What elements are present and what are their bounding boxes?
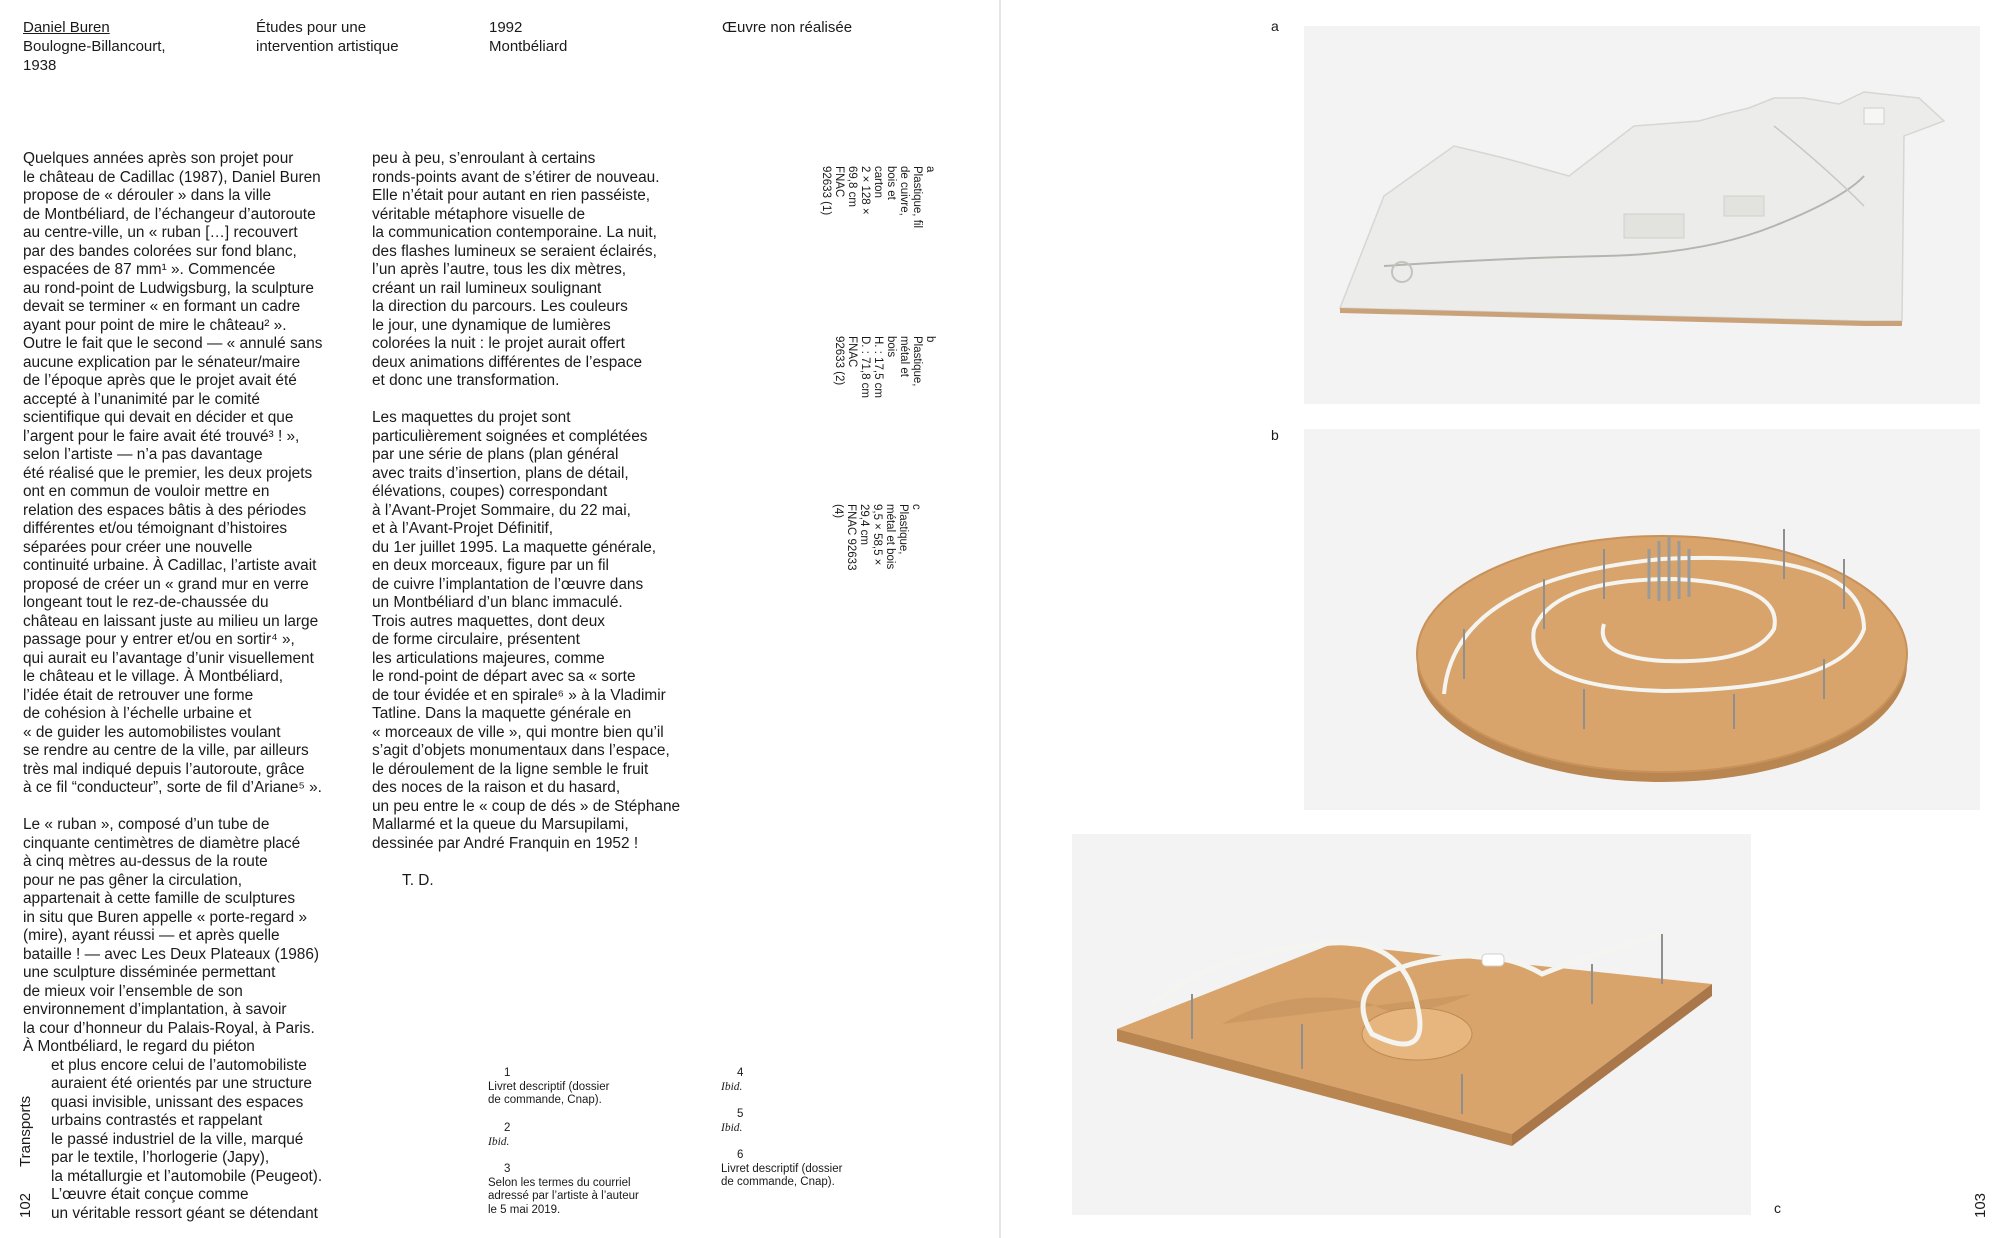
footnote-number: 5	[737, 1108, 744, 1120]
work-year: 1992	[489, 19, 523, 36]
white-city-model-image	[1304, 26, 1980, 404]
work-title-line1: Études pour une	[256, 19, 367, 36]
footnote-number: 3	[504, 1163, 511, 1175]
paragraph: peu à peu, s’enroulant à certains ronds-points avant de s’étirer de nouveau. Elle n’était pour autant en rien passéiste, véritable métaphore visuelle de la communication contemporaine. La nuit, des flashes lumineux se seraient éclairés, l’un après l’autre, tous les dix mètres, créant un rail lumineux soulignant la direction du parcours. Les couleurs le jour, une dynamique de lumières colorées la nuit : le projet aurait offert deux animations différentes de l’espace et donc une transformation.	[372, 150, 660, 389]
footnote	[488, 1122, 510, 1149]
footnote	[488, 1067, 609, 1108]
artist-name: Daniel Buren	[23, 19, 110, 36]
caption-c: c Plastique, métal et bois 9,5 × 58,5 × 29,4 cm FNAC 92633 (4)	[832, 504, 922, 571]
folio-right	[1972, 1193, 1989, 1218]
footnote	[721, 1149, 842, 1190]
plate-label-c: c	[1774, 1200, 1781, 1216]
footnote	[488, 1163, 639, 1217]
work-title-block	[256, 18, 399, 56]
paragraph-indented: et plus encore celui de l’automobiliste auraient été orientés par une structure quasi invisible, unissant des espaces urbains contrastés et rappelant le passé industriel de la ville, marqué par le textile, l’horlogerie (Japy), la métallurgie et l’automobile (Peugeot). L’œuvre était conçue comme un véritable ressort géant se détendant	[51, 1056, 323, 1222]
plate-label-a: a	[1271, 18, 1279, 34]
model-photo-c	[1072, 834, 1751, 1215]
text-column-2	[372, 150, 702, 890]
caption-a: a Plastique, fil de cuivre, bois et carton 2 × 128 × 69,8 cm FNAC 92633 (1)	[820, 166, 936, 229]
date-place-block	[489, 18, 567, 56]
footnote-number: 4	[737, 1067, 744, 1079]
footnote-text: Livret descriptif (dossier de commande, Cnap).	[721, 1162, 843, 1188]
paragraph: Les maquettes du projet sont particulièrement soignées et complétées par une série de plans (plan général avec traits d’insertion, plans de détail, élévations, coupes) correspondant à l’Avant-Projet Sommaire, du 22 mai, et à l’Avant-Projet Définitif, du 1er juillet 1995. La maquette générale, en deux morceaux, figure par un fil de cuivre l’implantation de l’œuvre dans un Montbéliard d’un blanc immaculé. Trois autres maquettes, dont deux de forme circulaire, présentent les articulations majeures, comme le rond-point de départ avec sa « sorte de tour évidée et en spirale⁶ » à la Vladimir Tatline. Dans la maquette générale en « morceaux de ville », qui montre bien qu’il s’agit d’objets monumentaux dans l’espace, le déroulement de la ligne semble le fruit des noces de la raison et du hasard, un peu entre le « coup de dés » de Stéphane Mallarmé et la queue du Marsupilami, dessinée par André Franquin en 1952 !	[372, 409, 681, 852]
footnote-number: 2	[504, 1122, 511, 1134]
model-photo-a	[1304, 26, 1980, 404]
footnote-text: Livret descriptif (dossier de commande, Cnap).	[488, 1080, 610, 1106]
page-number: 103	[1972, 1192, 1989, 1218]
footnote-number: 1	[504, 1067, 511, 1079]
artist-birth: Boulogne-Billancourt, 1938	[23, 38, 166, 74]
footnote-text: Ibid.	[721, 1121, 743, 1134]
author-signature: T. D.	[402, 871, 434, 889]
folio-left	[17, 1096, 34, 1218]
footnote-number: 6	[737, 1149, 744, 1161]
footnote	[721, 1067, 743, 1094]
footnote-text: Selon les termes du courriel adressé par l’artiste à l’auteur le 5 mai 2019.	[488, 1176, 639, 1216]
footnote-text: Ibid.	[721, 1080, 743, 1093]
work-place: Montbéliard	[489, 38, 568, 55]
work-status: Œuvre non réalisée	[722, 19, 853, 36]
artist-block	[23, 18, 166, 75]
work-title-line2: intervention artistique	[256, 38, 399, 55]
plate-label-b: b	[1271, 427, 1279, 443]
right-page	[1000, 0, 2000, 1238]
text-column-1	[23, 150, 353, 1223]
section-title: Transports	[17, 1095, 34, 1167]
footnote	[721, 1108, 743, 1135]
circular-spiral-model-image	[1304, 429, 1980, 810]
page-number: 102	[17, 1192, 34, 1218]
model-photo-b	[1304, 429, 1980, 810]
paragraph: Le « ruban », composé d’un tube de cinquante centimètres de diamètre placé à cinq mètres au-dessus de la route pour ne pas gêner la circulation, appartenait à cette famille de sculptures in situ que Buren appelle « porte-regard » (mire), ayant réussi — et après quelle bataille ! — avec Les Deux Plateaux (1986) une sculpture disséminée permettant de mieux voir l’ensemble de son environnement d’implantation, à savoir la cour d’honneur du Palais-Royal, à Paris. À Montbéliard, le regard du piéton	[23, 816, 320, 1055]
ribbon-loop-model-image	[1072, 834, 1751, 1215]
footnote-text: Ibid.	[488, 1135, 510, 1148]
caption-b: b Plastique, métal et bois H. : 17,5 cm D. : 71,8 cm FNAC 92633 (2)	[833, 336, 936, 398]
paragraph: Quelques années après son projet pour le château de Cadillac (1987), Daniel Buren propose de « dérouler » dans la ville de Montbéliard, de l’échangeur d’autoroute au centre-ville, un « ruban […] recouvert par des bandes colorées sur fond blanc, espacées de 87 mm¹ ». Commencée au rond-point de Ludwigsburg, la sculpture devait se terminer « en formant un cadre ayant pour point de mire le château² ». Outre le fait que le second — « annulé sans aucune explication par le sénateur/maire de l’époque après que le projet avait été accepté à l’unanimité par le comité scientifique qui devait en décider et que l’argent pour le faire avait été trouvé³ ! », selon l’artiste — n’a pas davantage été réalisé que le premier, les deux projets ont en commun de vouloir mettre en relation des espaces bâtis à des périodes différentes et/ou témoignant d’histoires séparées pour créer une nouvelle continuité urbaine. À Cadillac, l’artiste avait proposé de créer un « grand mur en verre longeant tout le rez-de-chaussée du château en laissant juste au milieu un large passage pour y entrer et/ou en sortir⁴ », qui aurait eu l’avantage d’unir visuellement le château et le village. À Montbéliard, l’idée était de retrouver une forme de cohésion à l’échelle urbaine et « de guider les automobilistes voulant se rendre au centre de la ville, par ailleurs très mal indiqué depuis l’autoroute, grâce à ce fil “conducteur”, sorte de fil d’Ariane⁵ ».	[23, 150, 323, 796]
status-block	[722, 18, 852, 37]
